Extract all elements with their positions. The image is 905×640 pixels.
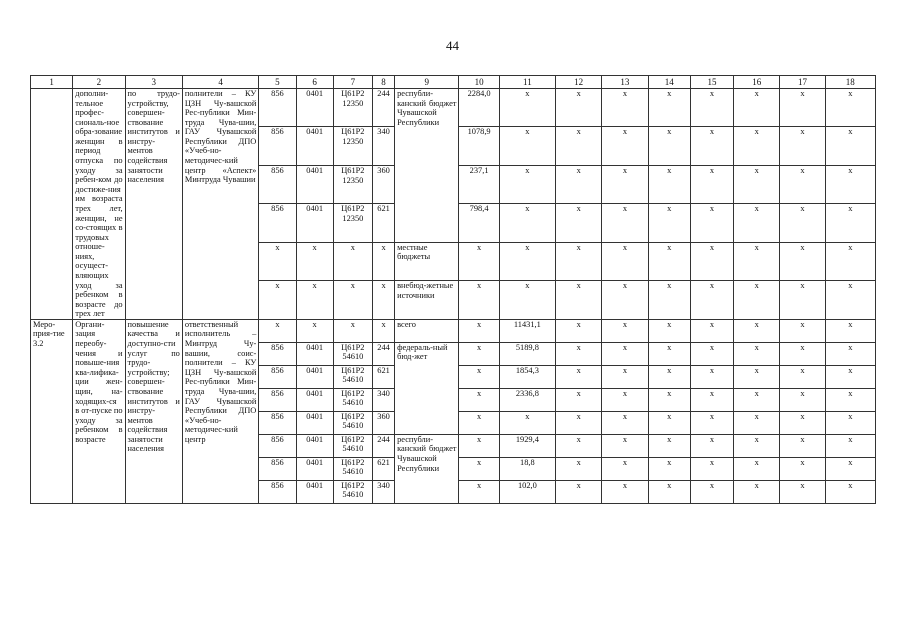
value-cell: x [648,457,690,480]
value-cell: 1078,9 [459,127,499,165]
funding-source-cell: всего [395,319,459,342]
value-cell: x [690,365,733,388]
column-number: 10 [459,76,499,89]
code-cell: x [333,281,372,320]
value-cell: x [734,281,780,320]
code-cell: 0401 [296,342,333,365]
column-number: 9 [395,76,459,89]
code-cell: 0401 [296,411,333,434]
value-cell: x [780,480,825,503]
value-cell: x [734,242,780,280]
value-cell: x [780,242,825,280]
value-cell: 102,0 [499,480,555,503]
code-cell: 244 [372,342,394,365]
value-cell: x [459,242,499,280]
value-cell: x [602,281,648,320]
code-cell: 360 [372,411,394,434]
value-cell: x [499,89,555,127]
value-cell: x [602,411,648,434]
value-cell: x [690,457,733,480]
code-cell: 856 [259,342,296,365]
value-cell: x [556,165,602,203]
code-cell: x [296,242,333,280]
value-cell: x [825,319,875,342]
value-cell: x [459,457,499,480]
code-cell: Ц61Р2 54610 [333,434,372,457]
value-cell: x [780,89,825,127]
budget-table [30,75,876,504]
code-cell: Ц61Р2 12350 [333,204,372,242]
value-cell: x [690,388,733,411]
code-cell: 856 [259,165,296,203]
value-cell: x [825,89,875,127]
value-cell: x [780,165,825,203]
value-cell: x [690,411,733,434]
value-cell: x [734,457,780,480]
value-cell: x [734,434,780,457]
funding-source-cell: местные бюджеты [395,242,459,280]
value-cell: x [648,127,690,165]
value-cell: x [556,342,602,365]
value-cell: x [734,480,780,503]
value-cell: x [648,281,690,320]
value-cell: x [602,319,648,342]
value-cell: x [825,342,875,365]
value-cell: x [734,342,780,365]
executor-cell: ответственный исполнитель – Минтруд Чу-вашии, соис-полнители – КУ ЦЗН Чу-вашской Рес-публики Мин-труда Чува-шии, ГАУ Чувашской Республики ДПО «Учеб-но-методичес-кий центр [182,319,258,503]
value-cell: x [780,319,825,342]
goal-cell: повышение качества и доступно-сти услуг по трудо-устройству; совершен-ствование институтов и инстру-ментов содействия занятости населения [125,319,182,503]
value-cell: x [499,204,555,242]
code-cell: 856 [259,204,296,242]
value-cell: x [825,365,875,388]
funding-source-cell: федераль-ный бюд-жет [395,342,459,434]
value-cell: x [556,388,602,411]
code-cell: x [333,242,372,280]
value-cell: x [825,165,875,203]
value-cell: x [825,411,875,434]
code-cell: x [259,281,296,320]
code-cell: x [372,319,394,342]
value-cell: x [825,281,875,320]
column-number: 3 [125,76,182,89]
column-number: 18 [825,76,875,89]
value-cell: x [499,281,555,320]
value-cell: x [780,204,825,242]
value-cell: x [602,127,648,165]
value-cell: x [556,411,602,434]
value-cell: x [780,434,825,457]
goal-cell: по трудо-устройству, совершен-ствование институтов и инстру-ментов содействия занятости населения [125,89,182,320]
code-cell: 856 [259,127,296,165]
value-cell: x [602,342,648,365]
value-cell: x [499,165,555,203]
value-cell: 2336,8 [499,388,555,411]
value-cell: x [556,365,602,388]
value-cell: x [825,242,875,280]
column-number: 8 [372,76,394,89]
funding-source-cell: внебюд-жетные источники [395,281,459,320]
value-cell: x [602,457,648,480]
value-cell: 11431,1 [499,319,555,342]
code-cell: x [259,242,296,280]
value-cell: x [556,480,602,503]
funding-source-cell: республи-канский бюджет Чувашской Республики [395,89,459,243]
value-cell: x [648,242,690,280]
value-cell: x [556,281,602,320]
code-cell: Ц61Р2 54610 [333,342,372,365]
value-cell: 798,4 [459,204,499,242]
code-cell: 0401 [296,480,333,503]
value-cell: 1854,3 [499,365,555,388]
code-cell: 0401 [296,89,333,127]
value-cell: x [556,319,602,342]
column-number: 16 [734,76,780,89]
code-cell: Ц61Р2 12350 [333,89,372,127]
value-cell: x [648,365,690,388]
code-cell: x [372,281,394,320]
code-cell: Ц61Р2 12350 [333,165,372,203]
value-cell: x [602,89,648,127]
code-cell: Ц61Р2 12350 [333,127,372,165]
column-number: 1 [31,76,73,89]
value-cell: x [780,365,825,388]
code-cell: 0401 [296,127,333,165]
value-cell: x [602,388,648,411]
executor-cell: полнители – КУ ЦЗН Чу-вашской Рес-публики Мин-труда Чува-шии, ГАУ Чувашской Республики ДПО «Учеб-но-методичес-кий центр «Аспект» Минтруда Чувашии [182,89,258,320]
value-cell: x [825,480,875,503]
value-cell: x [780,281,825,320]
value-cell: 237,1 [459,165,499,203]
code-cell: 340 [372,127,394,165]
code-cell: 360 [372,165,394,203]
value-cell: x [556,89,602,127]
value-cell: x [648,434,690,457]
value-cell: x [825,204,875,242]
code-cell: 856 [259,411,296,434]
code-cell: x [333,319,372,342]
value-cell: x [459,342,499,365]
code-cell: x [372,242,394,280]
value-cell: x [459,365,499,388]
column-number: 5 [259,76,296,89]
code-cell: 856 [259,480,296,503]
value-cell: x [690,242,733,280]
value-cell: x [459,319,499,342]
value-cell: x [648,480,690,503]
column-number: 7 [333,76,372,89]
code-cell: Ц61Р2 54610 [333,388,372,411]
value-cell: 5189,8 [499,342,555,365]
value-cell: 1929,4 [499,434,555,457]
value-cell: x [734,365,780,388]
code-cell: 244 [372,89,394,127]
code-cell: 856 [259,388,296,411]
value-cell: x [690,319,733,342]
code-cell: Ц61Р2 54610 [333,457,372,480]
value-cell: x [602,480,648,503]
value-cell: x [459,411,499,434]
value-cell: x [690,342,733,365]
column-number: 17 [780,76,825,89]
value-cell: x [499,411,555,434]
table-row [31,89,876,127]
value-cell: 2284,0 [459,89,499,127]
column-number: 15 [690,76,733,89]
value-cell: x [556,434,602,457]
value-cell: x [780,457,825,480]
value-cell: x [556,457,602,480]
code-cell: 0401 [296,165,333,203]
value-cell: x [825,434,875,457]
code-cell: 856 [259,434,296,457]
value-cell: x [459,480,499,503]
value-cell: x [780,127,825,165]
value-cell: x [690,434,733,457]
value-cell: x [499,127,555,165]
value-cell: x [780,342,825,365]
column-number: 4 [182,76,258,89]
value-cell: x [648,342,690,365]
code-cell: 856 [259,89,296,127]
value-cell: x [734,127,780,165]
code-cell: 0401 [296,457,333,480]
code-cell: 340 [372,388,394,411]
value-cell: x [734,165,780,203]
value-cell: x [648,319,690,342]
measure-cell: Меро-прия-тие 3.2 [31,319,73,503]
value-cell: x [602,204,648,242]
column-number: 2 [73,76,125,89]
code-cell: x [296,281,333,320]
value-cell: x [690,281,733,320]
code-cell: 0401 [296,365,333,388]
code-cell: 621 [372,204,394,242]
value-cell: x [734,319,780,342]
measure-name-cell: Органи-зация переобу-чения и повыше-ния ква-лифика-ции жен-щин, на-ходящих-ся в от-пуске по уходу за ребенком в возрасте [73,319,125,503]
value-cell: x [690,127,733,165]
value-cell: x [648,411,690,434]
code-cell: 856 [259,365,296,388]
code-cell: 621 [372,457,394,480]
value-cell: x [602,434,648,457]
value-cell: x [825,127,875,165]
code-cell: 0401 [296,204,333,242]
value-cell: x [648,165,690,203]
column-number: 13 [602,76,648,89]
value-cell: x [690,165,733,203]
value-cell: x [602,165,648,203]
code-cell: 340 [372,480,394,503]
code-cell: x [259,319,296,342]
code-cell: Ц61Р2 54610 [333,365,372,388]
value-cell: x [690,89,733,127]
code-cell: 0401 [296,434,333,457]
value-cell: x [602,365,648,388]
column-number: 12 [556,76,602,89]
code-cell: 621 [372,365,394,388]
value-cell: x [556,242,602,280]
table-row [31,319,876,342]
funding-source-cell: республи-канский бюджет Чувашской Республики [395,434,459,503]
value-cell: x [690,204,733,242]
value-cell: x [648,89,690,127]
value-cell: 18,8 [499,457,555,480]
code-cell: 856 [259,457,296,480]
column-number: 11 [499,76,555,89]
column-number: 14 [648,76,690,89]
value-cell: x [459,388,499,411]
value-cell: x [734,89,780,127]
code-cell: 0401 [296,388,333,411]
measure-name-cell: дополни-тельное профес-сиональ-ное обра-зование женщин в период отпуска по уходу за ребен-ком до достиже-ния им возраста трех лет, женщин, не со-стоящих в трудовых отноше-ниях, осущест-вляющих уход за ребенком в возрасте до трех лет [73,89,125,320]
value-cell: x [556,204,602,242]
value-cell: x [734,411,780,434]
value-cell: x [780,411,825,434]
value-cell: x [602,242,648,280]
measure-cell [31,89,73,320]
page-number: 44 [446,38,459,53]
value-cell: x [780,388,825,411]
value-cell: x [690,480,733,503]
value-cell: x [825,388,875,411]
code-cell: Ц61Р2 54610 [333,411,372,434]
value-cell: x [556,127,602,165]
value-cell: x [648,204,690,242]
value-cell: x [734,204,780,242]
value-cell: x [499,242,555,280]
value-cell: x [459,281,499,320]
value-cell: x [734,388,780,411]
value-cell: x [648,388,690,411]
code-cell: x [296,319,333,342]
code-cell: 244 [372,434,394,457]
column-number: 6 [296,76,333,89]
code-cell: Ц61Р2 54610 [333,480,372,503]
header-row [31,76,876,89]
value-cell: x [825,457,875,480]
value-cell: x [459,434,499,457]
